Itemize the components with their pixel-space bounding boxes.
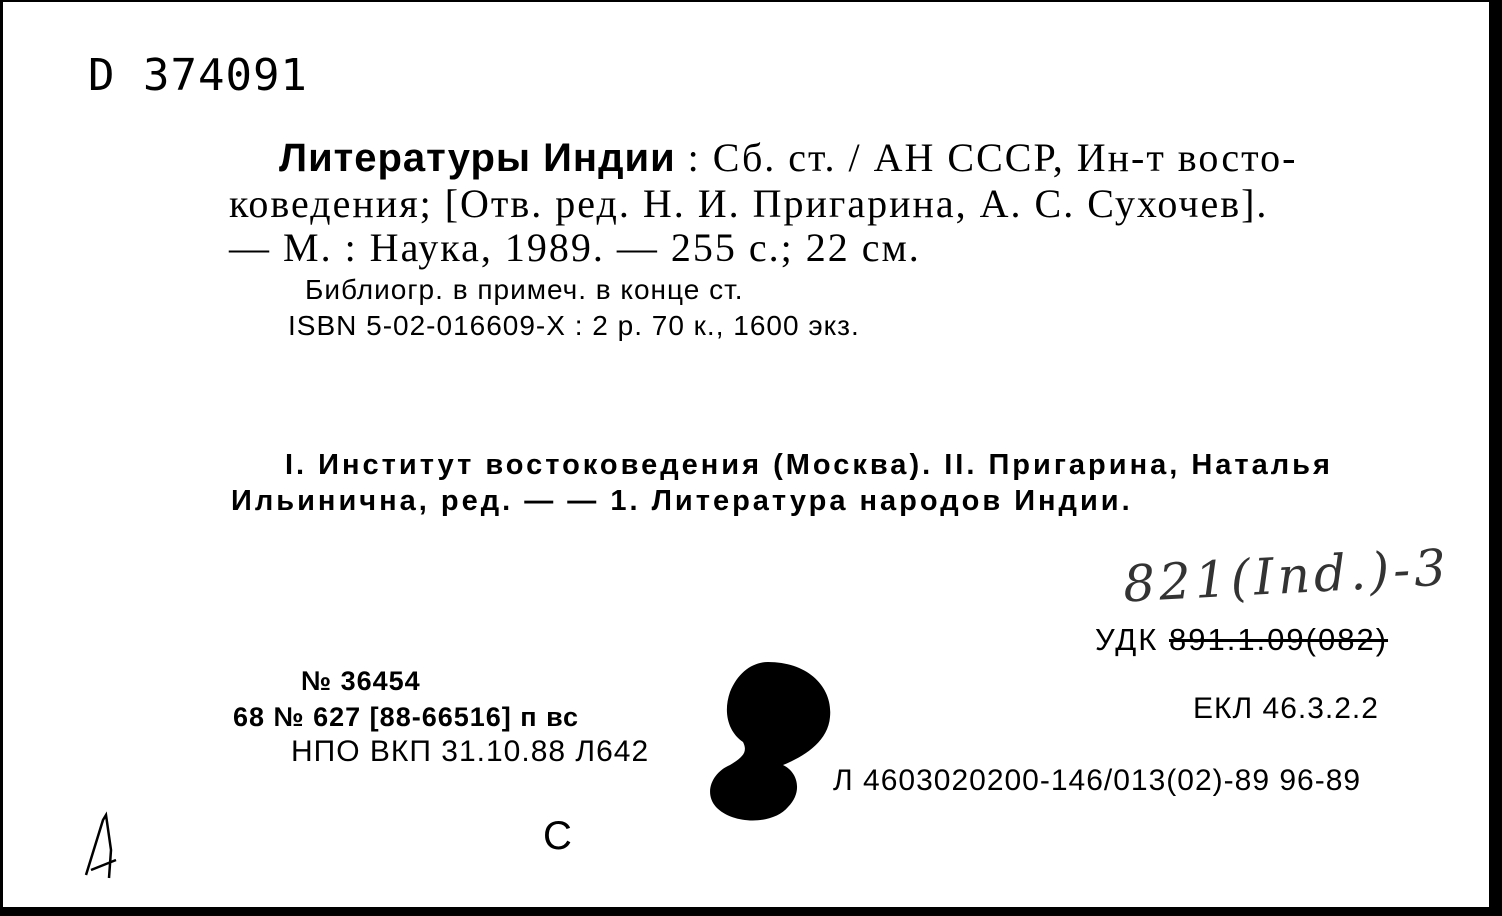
order-number: № 36454 [301, 666, 421, 696]
title-line [279, 134, 1297, 181]
ink-blot [708, 657, 838, 827]
tracing-line-2: Ильинична, ред. — — 1. Литература народов Индии. [231, 485, 1133, 517]
imprint-line: — М. : Наука, 1989. — 255 с.; 22 см. [229, 225, 921, 270]
npo-line: НПО ВКП 31.10.88 Л642 [291, 735, 650, 768]
handwritten-classification: 821(Ind.)-3 [1121, 538, 1452, 614]
udk-value: 891.1.09(082) [1168, 622, 1389, 657]
udk-label: УДК [1095, 622, 1159, 657]
tracing-line-1: I. Институт востоковедения (Москва). II. Пригарина, Наталья [285, 449, 1333, 481]
call-number: D 374091 [88, 50, 308, 101]
bibliography-note: Библиогр. в примеч. в конце ст. [305, 274, 744, 305]
corner-mark: С [543, 814, 572, 858]
editors-line: коведения; [Отв. ред. Н. И. Пригарина, А. С. Сухочев]. [229, 181, 1269, 226]
catalog-card [3, 2, 1495, 907]
l-code: Л 4603020200-146/013(02)-89 96-89 [833, 764, 1362, 797]
udk-line [1095, 622, 1388, 658]
pencil-mark [81, 810, 131, 880]
book-title: Литературы Индии [279, 136, 676, 180]
isbn-line: ISBN 5-02-016609-X : 2 р. 70 к., 1600 экз. [288, 310, 860, 341]
title-continuation: : Сб. ст. / АН СССР, Ин-т восто- [675, 135, 1298, 180]
ekl-code: ЕКЛ 46.3.2.2 [1193, 692, 1379, 725]
order-line: 68 № 627 [88-66516] п вс [233, 702, 580, 732]
